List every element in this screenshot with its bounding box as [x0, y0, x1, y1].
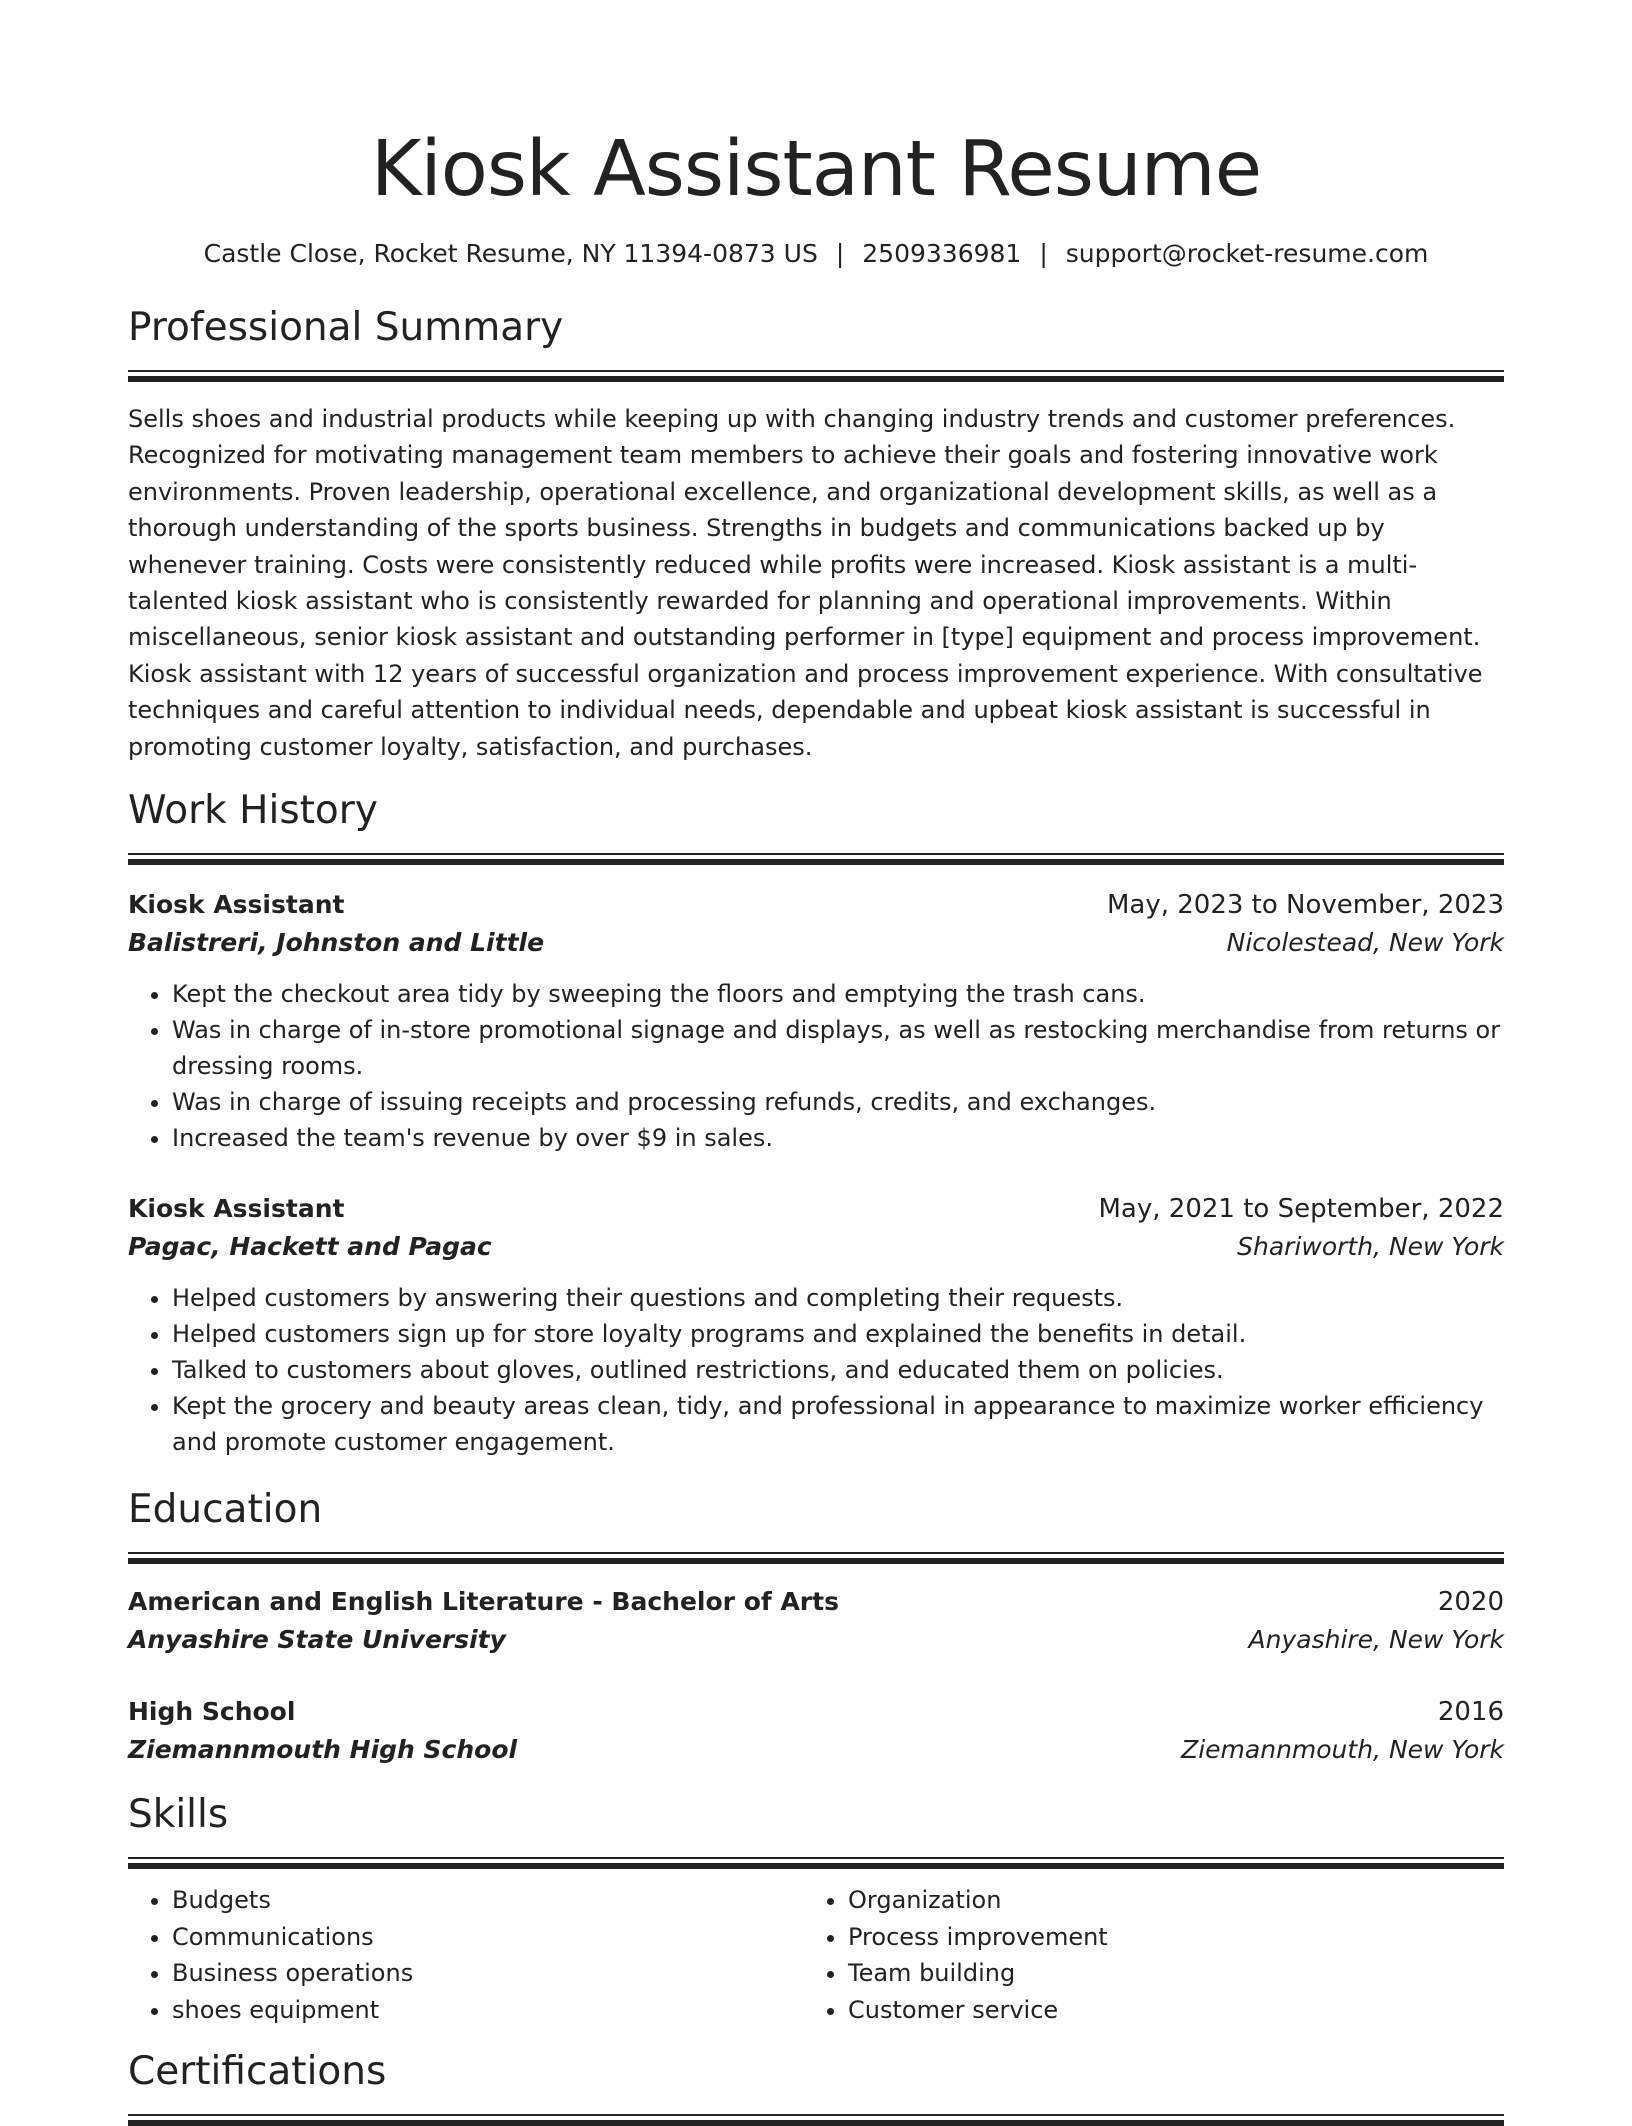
section-skills	[128, 1791, 1504, 2028]
education-location: Anyashire, New York	[1248, 1625, 1504, 1655]
education-degree: American and English Literature - Bachelor of Arts	[128, 1587, 839, 1617]
section-certifications	[128, 2048, 1504, 2125]
job-bullet: • Helped customers sign up for store loyalty programs and explained the benefits in detail.	[172, 1316, 1504, 1352]
job-header	[128, 886, 1504, 924]
job-bullets	[128, 976, 1504, 1156]
skill-item: • Team building	[848, 1955, 1480, 1992]
job-role: Kiosk Assistant	[128, 1194, 345, 1224]
skill-item: • Communications	[172, 1919, 804, 1956]
contact-separator: |	[835, 239, 845, 268]
education-header	[128, 1693, 1504, 1731]
job-bullet: • Was in charge of issuing receipts and processing refunds, credits, and exchanges.	[172, 1084, 1504, 1120]
section-work-history	[128, 787, 1504, 1460]
section-divider	[128, 1552, 1504, 1563]
section-divider	[128, 2114, 1504, 2125]
contact-email: support@rocket-resume.com	[1065, 239, 1429, 268]
skill-item: • shoes equipment	[172, 1992, 804, 2029]
summary-text: Sells shoes and industrial products while keeping up with changing industry trends and customer preferences. Recognized for motivating management team members to achieve their goals and fostering innovative work environments. Proven leadership, operational excellence, and organizational development skills, as well as a thorough understanding of the sports business. Strengths in budgets and communications backed up by whenever training. Costs were consistently reduced while profits were increased. Kiosk assistant is a multi-talented kiosk assistant who is consistently rewarded for planning and operational improvements. Within miscellaneous, senior kiosk assistant and outstanding performer in [type] equipment and process improvement. Kiosk assistant with 12 years of successful organization and process improvement experience. With consultative techniques and careful attention to individual needs, dependable and upbeat kiosk assistant is successful in promoting customer loyalty, satisfaction, and purchases.	[128, 405, 1483, 761]
section-summary	[128, 304, 1504, 765]
job-bullets	[128, 1280, 1504, 1460]
section-title-work-history: Work History	[128, 788, 378, 834]
education-location: Ziemannmouth, New York	[1181, 1735, 1504, 1765]
job-bullet: • Increased the team's revenue by over $9 in sales.	[172, 1120, 1504, 1156]
job-bullet: • Talked to customers about gloves, outlined restrictions, and educated them on policies.	[172, 1352, 1504, 1388]
job-dates: May, 2021 to September, 2022	[1098, 1194, 1504, 1225]
job-subheader	[128, 924, 1504, 962]
job-entry	[128, 886, 1504, 1156]
section-title-skills: Skills	[128, 1792, 229, 1838]
section-title-education: Education	[128, 1487, 323, 1533]
job-bullet: • Kept the grocery and beauty areas clean, tidy, and professional in appearance to maximize worker efficiency and promote customer engagement.	[172, 1388, 1504, 1460]
section-divider	[128, 1857, 1504, 1868]
job-bullet: • Helped customers by answering their questions and completing their requests.	[172, 1280, 1504, 1316]
contact-line	[128, 238, 1504, 270]
section-title-certifications: Certifications	[128, 2049, 387, 2095]
resume-title: Kiosk Assistant Resume	[370, 125, 1262, 214]
skill-item: • Business operations	[172, 1955, 804, 1992]
job-dates: May, 2023 to November, 2023	[1106, 890, 1504, 921]
resume-page	[128, 0, 1504, 2125]
education-entry	[128, 1583, 1504, 1659]
job-company: Balistreri, Johnston and Little	[128, 928, 545, 958]
section-divider	[128, 853, 1504, 864]
skills-column-left	[128, 1882, 804, 2028]
job-location: Nicolestead, New York	[1226, 928, 1504, 958]
education-school: Anyashire State University	[128, 1625, 506, 1655]
job-bullet: • Was in charge of in-store promotional signage and displays, as well as restocking merchandise from returns or dressing rooms.	[172, 1012, 1504, 1084]
job-header	[128, 1190, 1504, 1228]
contact-separator: |	[1039, 239, 1048, 268]
education-entry	[128, 1693, 1504, 1769]
job-role: Kiosk Assistant	[128, 890, 345, 920]
contact-phone: 2509336981	[862, 239, 1022, 268]
job-bullet: • Kept the checkout area tidy by sweeping the floors and emptying the trash cans.	[172, 976, 1504, 1012]
skills-grid	[128, 1882, 1504, 2028]
education-school: Ziemannmouth High School	[128, 1735, 518, 1765]
contact-address: Castle Close, Rocket Resume, NY 11394-0873 US	[203, 239, 818, 268]
job-subheader	[128, 1228, 1504, 1266]
education-year: 2020	[1437, 1587, 1504, 1618]
education-subheader	[128, 1621, 1504, 1659]
skill-item: • Organization	[848, 1882, 1480, 1919]
education-year: 2016	[1437, 1697, 1504, 1728]
education-header	[128, 1583, 1504, 1621]
job-location: Shariworth, New York	[1237, 1232, 1504, 1262]
education-subheader	[128, 1731, 1504, 1769]
job-entry	[128, 1190, 1504, 1460]
section-divider	[128, 370, 1504, 381]
skill-item: • Process improvement	[848, 1919, 1480, 1956]
section-title-summary: Professional Summary	[128, 305, 564, 350]
skill-item: • Budgets	[172, 1882, 804, 1919]
skill-item: • Customer service	[848, 1992, 1480, 2029]
education-degree: High School	[128, 1697, 296, 1727]
job-company: Pagac, Hackett and Pagac	[128, 1232, 492, 1262]
skills-column-right	[804, 1882, 1480, 2028]
section-education	[128, 1486, 1504, 1769]
